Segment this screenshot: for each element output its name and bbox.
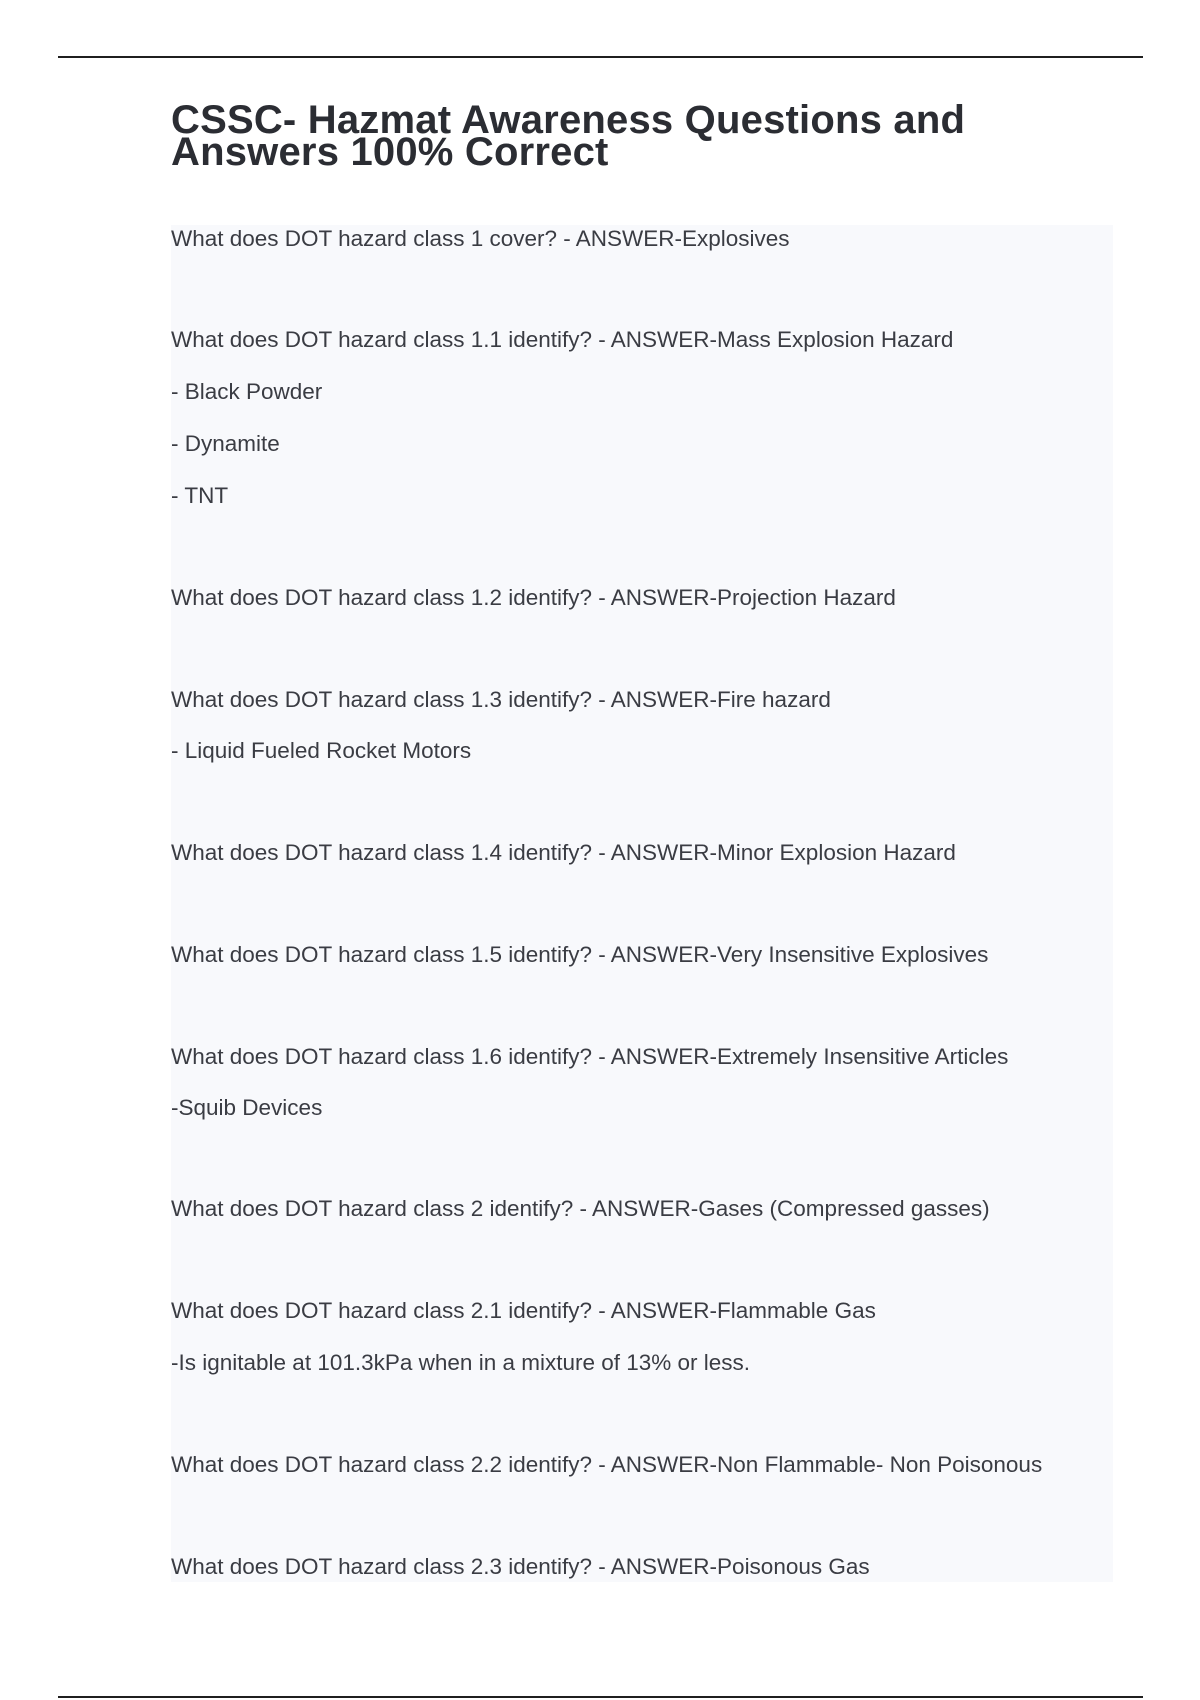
question-class-2-1: What does DOT hazard class 2.1 identify? - ANSWER-Flammable Gas (171, 1298, 876, 1323)
top-rule (58, 56, 1143, 58)
document-title (171, 98, 1071, 174)
title-line-1: CSSC- Hazmat Awareness Questions and (171, 98, 966, 142)
answer-detail: - Liquid Fueled Rocket Motors (171, 738, 472, 763)
answer-detail: -Squib Devices (171, 1095, 323, 1120)
question-class-2-3: What does DOT hazard class 2.3 identify? - ANSWER-Poisonous Gas (171, 1554, 870, 1579)
question-class-1: What does DOT hazard class 1 cover? - ANSWER-Explosives (171, 226, 790, 251)
question-class-2-2: What does DOT hazard class 2.2 identify? - ANSWER-Non Flammable- Non Poisonous (171, 1452, 1043, 1477)
question-class-1-4: What does DOT hazard class 1.4 identify? - ANSWER-Minor Explosion Hazard (171, 840, 956, 865)
question-class-2: What does DOT hazard class 2 identify? - ANSWER-Gases (Compressed gasses) (171, 1196, 990, 1221)
question-class-1-2: What does DOT hazard class 1.2 identify? - ANSWER-Projection Hazard (171, 585, 896, 610)
question-class-1-1: What does DOT hazard class 1.1 identify? - ANSWER-Mass Explosion Hazard (171, 327, 954, 352)
answer-detail: - Dynamite (171, 431, 280, 456)
question-class-1-5: What does DOT hazard class 1.5 identify? - ANSWER-Very Insensitive Explosives (171, 942, 989, 967)
answer-detail: -Is ignitable at 101.3kPa when in a mixture of 13% or less. (171, 1350, 751, 1375)
answer-detail: - Black Powder (171, 379, 323, 404)
answer-detail: - TNT (171, 483, 229, 508)
qa-content (171, 225, 1113, 1582)
question-class-1-6: What does DOT hazard class 1.6 identify? - ANSWER-Extremely Insensitive Articles (171, 1044, 1009, 1069)
question-class-1-3: What does DOT hazard class 1.3 identify? - ANSWER-Fire hazard (171, 687, 831, 712)
title-line-2: Answers 100% Correct (171, 130, 609, 174)
bottom-rule (58, 1696, 1143, 1698)
